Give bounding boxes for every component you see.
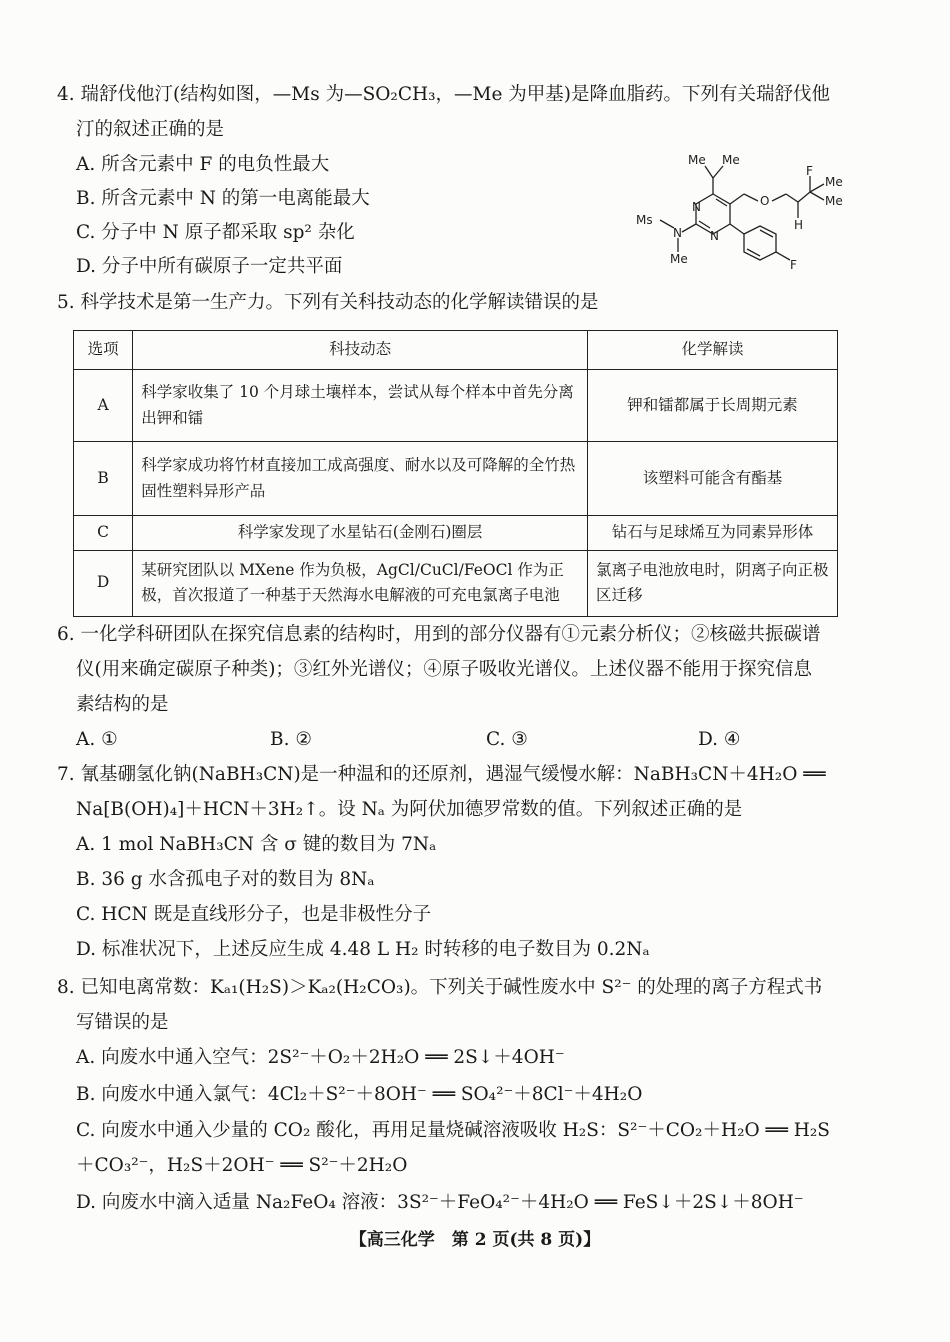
q6-line1: 6. 一化学科研团队在探究信息素的结构时，用到的部分仪器有①元素分析仪；②核磁共振碳谱 [57,624,821,645]
q4-stem-line1: 4. 瑞舒伐他汀(结构如图，—Ms 为—SO₂CH₃，—Me 为甲基)是降血脂药。下列有关瑞舒伐他 [57,84,831,105]
me-label-bottom: Me [670,252,688,266]
fluorine-label-top: F [806,164,813,178]
q7-line2: Na[B(OH)₄]＋HCN＋3H₂↑。设 Nₐ 为阿伏加德罗常数的值。下列叙述正确的是 [76,799,743,820]
table-row [74,370,838,442]
fluorine-label-bottom: F [790,258,797,272]
rosuvastatin-structure [630,148,860,278]
q7-option-a: A. 1 mol NaBH₃CN 含 σ 键的数目为 7Nₐ [76,834,437,855]
row-reading: 钾和镭都属于长周期元素 [588,370,838,442]
q8-line2: 写错误的是 [76,1012,169,1033]
q5-table [73,330,838,617]
me-label-top-right: Me [722,153,740,167]
q4-option-b: B. 所含元素中 N 的第一电离能最大 [76,188,370,209]
q7-option-d: D. 标准状况下，上述反应生成 4.48 L H₂ 时转移的电子数目为 0.2Nₐ [76,939,650,960]
row-reading: 该塑料可能含有酯基 [588,442,838,516]
row-option: A [74,370,133,442]
row-news: 科学家发现了水星钻石(金刚石)圈层 [133,516,588,551]
q6-option-a: A. ① [76,729,118,750]
row-reading: 氯离子电池放电时，阴离子向正极区迁移 [588,550,838,616]
q8-option-d: D. 向废水中滴入适量 Na₂FeO₄ 溶液：3S²⁻＋FeO₄²⁻＋4H₂O ══ FeS↓＋2S↓＋8OH⁻ [76,1192,804,1213]
q6-option-b: B. ② [270,729,312,750]
table-row [74,442,838,516]
q4-option-a: A. 所含元素中 F 的电负性最大 [76,154,330,175]
n-ring-label-1: N [692,200,701,214]
header-option: 选项 [74,331,133,370]
q5-stem: 5. 科学技术是第一生产力。下列有关科技动态的化学解读错误的是 [57,292,599,313]
table-row [74,516,838,551]
q6-line3: 素结构的是 [76,694,169,715]
q6-option-c: C. ③ [486,729,528,750]
row-option: D [74,550,133,616]
q6-option-d: D. ④ [698,729,741,750]
q7-line1: 7. 氰基硼氢化钠(NaBH₃CN)是一种温和的还原剂，遇湿气缓慢水解：NaBH₃CN＋4H₂O ══ [57,764,826,785]
table-row [74,550,838,616]
q8-line1: 8. 已知电离常数：Kₐ₁(H₂S)＞Kₐ₂(H₂CO₃)。下列关于碱性废水中 S²⁻ 的处理的离子方程式书 [57,977,823,998]
me-label-top-left: Me [688,153,706,167]
row-news: 科学家成功将竹材直接加工成高强度、耐水以及可降解的全竹热固性塑料异形产品 [133,442,588,516]
row-news: 某研究团队以 MXene 作为负极，AgCl/CuCl/FeOCl 作为正极，首次报道了一种基于天然海水电解液的可充电氯离子电池 [133,550,588,616]
q4-stem-line2: 汀的叙述正确的是 [76,119,225,140]
oxygen-label: O [760,194,770,208]
header-news: 科技动态 [133,331,588,370]
header-reading: 化学解读 [588,331,838,370]
q8-option-c-line2: ＋CO₃²⁻，H₂S＋2OH⁻ ══ S²⁻＋2H₂O [76,1155,408,1176]
n-amine-label: N [673,226,682,240]
q8-option-b: B. 向废水中通入氯气：4Cl₂＋S²⁻＋8OH⁻ ══ SO₄²⁻＋8Cl⁻＋4H₂O [76,1084,643,1105]
q7-option-c: C. HCN 既是直线形分子，也是非极性分子 [76,904,432,925]
n-ring-label-2: N [710,229,719,243]
row-reading: 钻石与足球烯互为同素异形体 [588,516,838,551]
q4-option-c: C. 分子中 N 原子都采取 sp² 杂化 [76,222,355,243]
row-news: 科学家收集了 10 个月球土壤样本，尝试从每个样本中首先分离出钾和镭 [133,370,588,442]
row-option: C [74,516,133,551]
hydrogen-label: H [794,218,804,232]
table-header-row [74,331,838,370]
ms-label: Ms [636,213,653,227]
page-footer: 【高三化学 第 2 页(共 8 页)】 [349,1230,601,1250]
q8-option-a: A. 向废水中通入空气：2S²⁻＋O₂＋2H₂O ══ 2S↓＋4OH⁻ [76,1047,565,1068]
q7-option-b: B. 36 g 水含孤电子对的数目为 8Nₐ [76,869,375,890]
me-label-right2: Me [825,194,843,208]
q6-line2: 仪(用来确定碳原子种类)；③红外光谱仪；④原子吸收光谱仪。上述仪器不能用于探究信息 [76,659,812,680]
q4-option-d: D. 分子中所有碳原子一定共平面 [76,256,343,277]
row-option: B [74,442,133,516]
me-label-right1: Me [825,175,843,189]
q8-option-c-line1: C. 向废水中通入少量的 CO₂ 酸化，再用足量烧碱溶液吸收 H₂S：S²⁻＋CO₂＋H₂O ══ H₂S [76,1120,830,1141]
